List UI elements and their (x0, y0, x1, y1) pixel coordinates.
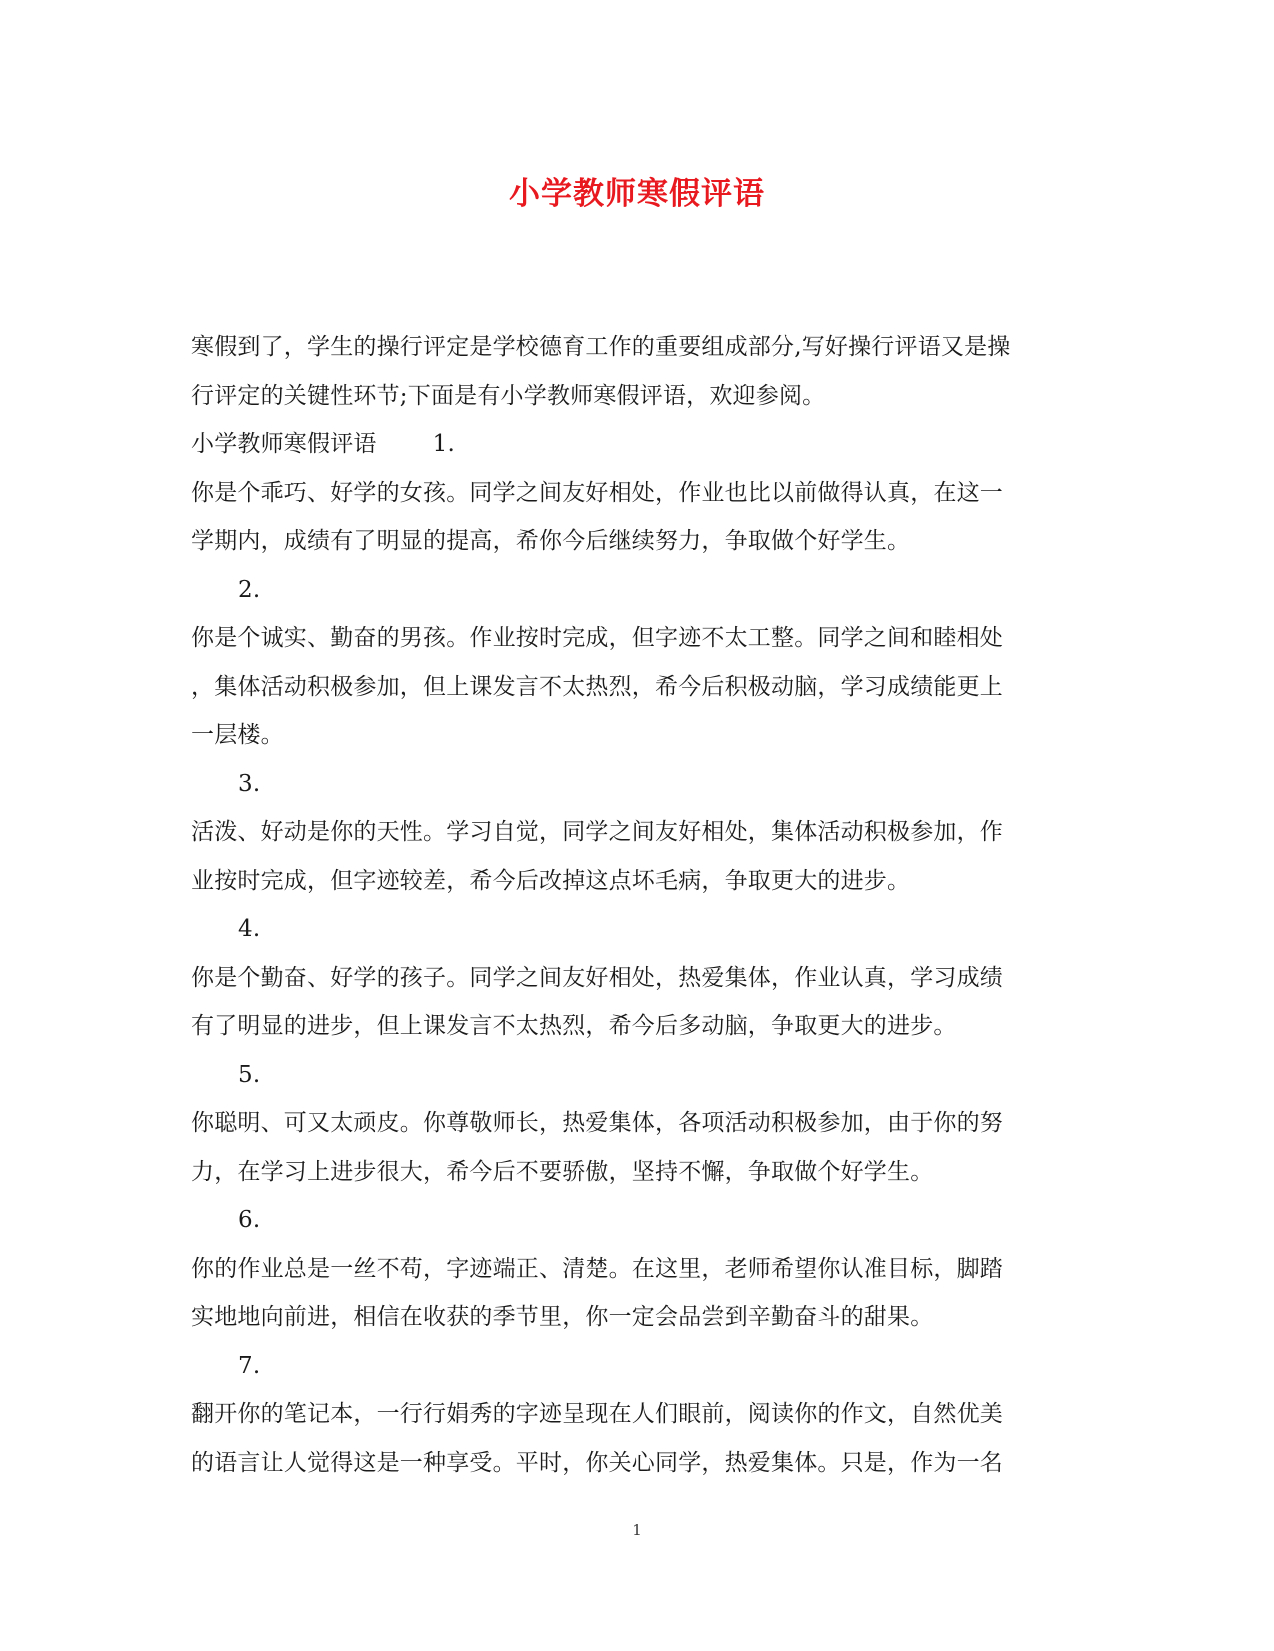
paragraph-line: 你是个乖巧、好学的女孩。同学之间友好相处，作业也比以前做得认真，在这一 (191, 479, 1003, 506)
paragraph-line: 一层楼。 (191, 722, 284, 748)
paragraph-line: 你是个勤奋、好学的孩子。同学之间友好相处，热爱集体，作业认真，学习成绩 (191, 964, 1003, 991)
page-number: 1 (632, 1521, 642, 1539)
intro-line: 寒假到了，学生的操行评定是学校德育工作的重要组成部分,写好操行评语又是操 (191, 334, 1011, 360)
paragraph-line: 业按时完成，但字迹较差，希今后改掉这点坏毛病，争取更大的进步。 (191, 867, 911, 894)
document-body (191, 323, 1081, 1487)
paragraph-line: 你聪明、可又太顽皮。你尊敬师长，热爱集体，各项活动积极参加，由于你的努 (191, 1110, 1003, 1136)
item-number: 2. (238, 576, 261, 603)
section-heading (191, 420, 1081, 469)
paragraph-line: 学期内，成绩有了明显的提高，希你今后继续努力，争取做个好学生。 (191, 528, 911, 554)
item-number: 7. (238, 1352, 261, 1379)
paragraph-line: ，集体活动积极参加，但上课发言不太热烈，希今后积极动脑，学习成绩能更上 (191, 673, 1003, 700)
paragraph-line: 的语言让人觉得这是一种享受。平时，你关心同学，热爱集体。只是，作为一名 (191, 1449, 1003, 1476)
paragraph-line: 有了明显的进步，但上课发言不太热烈，希今后多动脑，争取更大的进步。 (191, 1013, 957, 1039)
paragraph-line: 实地地向前进，相信在收获的季节里，你一定会品尝到辛勤奋斗的甜果。 (191, 1304, 934, 1330)
paragraph-line: 翻开你的笔记本，一行行娟秀的字迹呈现在人们眼前，阅读你的作文，自然优美 (191, 1401, 1003, 1427)
item-number: 5. (238, 1061, 261, 1088)
paragraph-line: 你是个诚实、勤奋的男孩。作业按时完成，但字迹不太工整。同学之间和睦相处 (191, 625, 1003, 651)
item-number: 3. (238, 770, 261, 797)
section-heading-text: 小学教师寒假评语 (191, 431, 377, 457)
paragraph-line: 活泼、好动是你的天性。学习自觉，同学之间友好相处，集体活动积极参加，作 (191, 819, 1003, 845)
section-heading-number: 1. (432, 431, 455, 457)
item-number: 6. (238, 1207, 261, 1233)
paragraph-line: 力，在学习上进步很大，希今后不要骄傲，坚持不懈，争取做个好学生。 (191, 1158, 934, 1185)
intro-line: 行评定的关键性环节;下面是有小学教师寒假评语，欢迎参阅。 (191, 382, 826, 409)
document-title: 小学教师寒假评语 (509, 176, 765, 212)
item-number: 4. (238, 916, 261, 942)
paragraph-line: 你的作业总是一丝不苟，字迹端正、清楚。在这里，老师希望你认准目标，脚踏 (191, 1255, 1003, 1282)
